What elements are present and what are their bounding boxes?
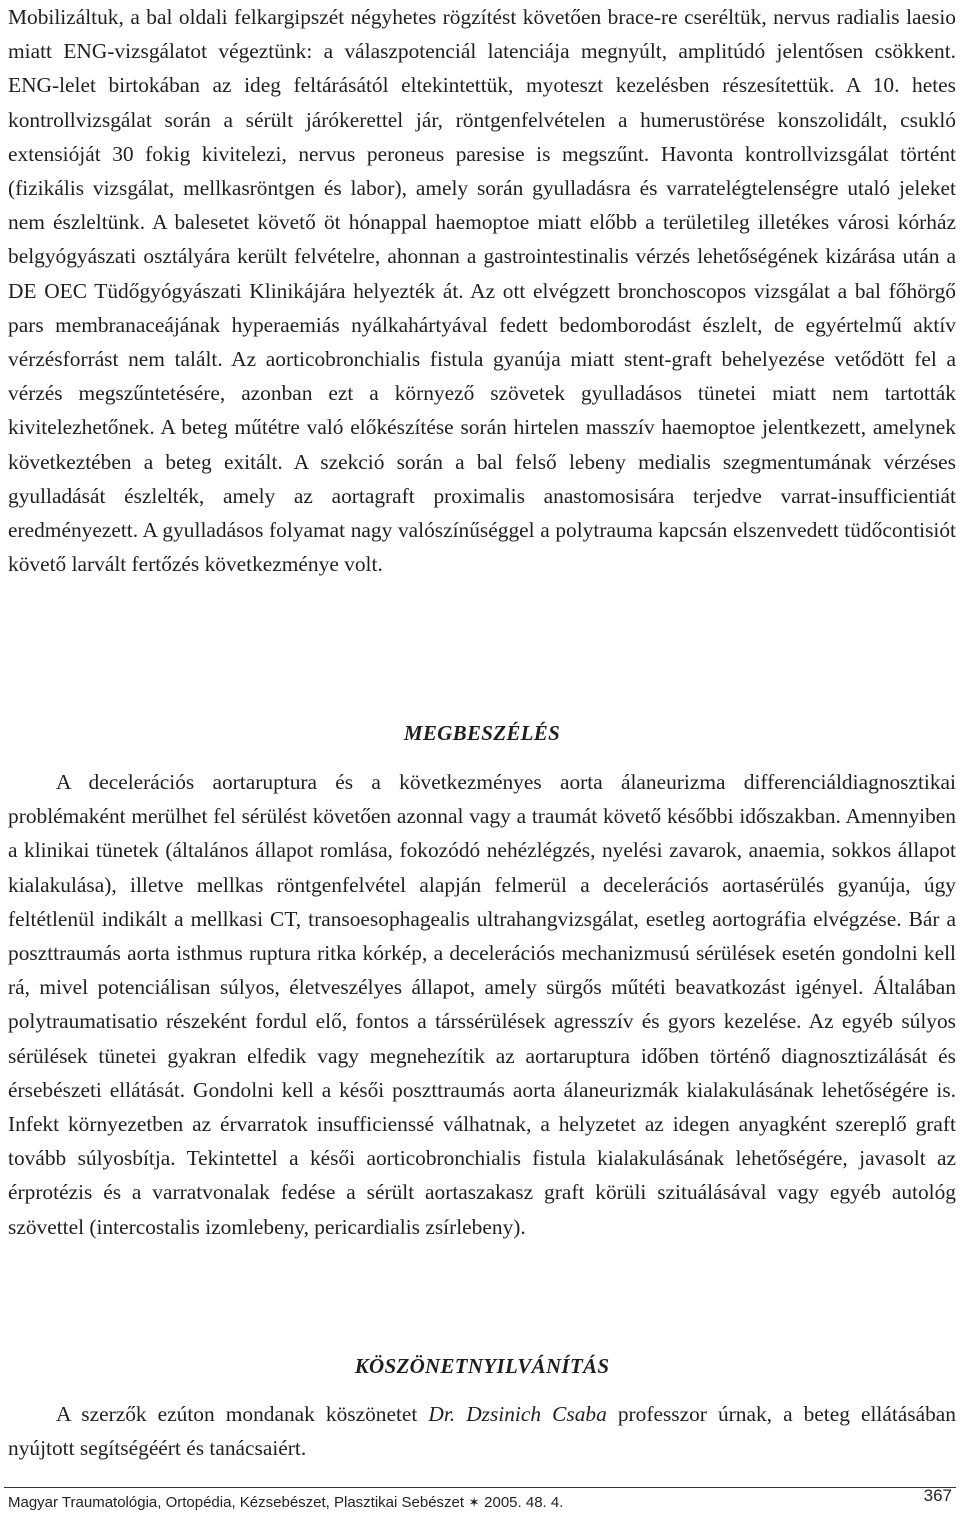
journal-title: Magyar Traumatológia, Ortopédia, Kézsebészet, Plasztikai Sebészet	[8, 1494, 465, 1511]
star-separator-icon: ✶	[468, 1494, 480, 1510]
ack-person-name: Dr. Dzsinich Csaba	[428, 1402, 607, 1426]
page-footer	[8, 1486, 956, 1511]
section-heading-discussion: MEGBESZÉLÉS	[403, 721, 561, 745]
discussion-paragraph: A decelerációs aortaruptura és a következményes aorta álaneurizma differenciáldiagnosztikai problémaként merülhet fel sérülést követően azonnal vagy a traumát követő későbbi időszakban. Amennyiben a klinikai tünetek (általános állapot romlása, fokozódó nehézlégzés, nyelési zavarok, anaemia, sokkos állapot kialakulása), illetve mellkas röntgenfelvétel alapján felmerül a decelerációs aortasérülés gyanúja, úgy feltétlenül indikált a mellkasi CT, transoesophagealis ultrahangvizsgálat, esetleg aortográfia elvégzése. Bár a poszttraumás aorta isthmus ruptura ritka kórkép, a decelerációs mechanizmusú sérülések esetén gondolni kell rá, mivel potenciálisan súlyos, életveszélyes állapot, amely sürgős műtéti beavatkozást igényel. Általában polytraumatisatio részeként fordul elő, fontos a társsérülések agresszív és gyors kezelése. Az egyéb súlyos sérülések tünetei gyakran elfedik vagy megnehezítik az aortaruptura időben történő diagnosztizálását és érsebészeti ellátását. Gondolni kell a késői poszttraumás aorta álaneurizmák kialakulásának lehetőségére is. Infekt környezetben az érvarratok insufficienssé válhatnak, a helyzetet az idegen anyagként szereplő graft tovább súlyosbítja. Tekintettel a késői aorticobronchialis fistula kialakulásának lehetőségére, javasolt az érprotézis és a varratvonalak fedése a sérült aortaszakasz graft körüli szituálásával vagy egyéb autológ szövettel (intercostalis izomlebeny, pericardialis zsírlebeny).	[8, 770, 956, 1239]
acknowledgement-paragraph	[8, 1397, 956, 1465]
journal-issue: 2005. 48. 4.	[484, 1494, 564, 1511]
ack-text-after: professzor úrnak, a beteg ellátásában nyújtott segítségéért és tanácsaiért.	[8, 1402, 956, 1461]
page-number: 367	[923, 1486, 952, 1505]
case-report-paragraph: Mobilizáltuk, a bal oldali felkargipszét négyhetes rögzítést követően brace-re cseréltük, nervus radialis laesio miatt ENG-vizsgálatot végeztünk: a válaszpotenciál latenciája megnyúlt, amplitúdó jelentősen csökkent. ENG-lelet birtokában az ideg feltárásától eltekintettük, myoteszt kezelésben részesítettük. A 10. hetes kontrollvizsgálat során a sérült járókerettel jár, röntgenfelvételen a humerustörése konszolidált, csukló extensióját 30 fokig kivitelezi, nervus peroneus paresise is megszűnt. Havonta kontrollvizsgálat történt (fizikális vizsgálat, mellkasröntgen és labor), amely során gyulladásra és varratelégtelenségre utaló jeleket nem észleltünk. A balesetet követő öt hónappal haemoptoe miatt előbb a területileg illetékes városi kórház belgyógyászati osztályára került felvételre, ahonnan a gastrointestinalis vérzés lehetőségének kizárása után a DE OEC Tüdőgyógyászati Klinikájára helyezték át. Az ott elvégzett bronchoscopos vizsgálat a bal főhörgő pars membranaceájának hyperaemiás nyálkahártyával fedett bedomborodást észlelt, de egyértelmű aktív vérzésforrást nem talált. Az aorticobronchialis fistula gyanúja miatt stent-graft behelyezése vetődött fel a vérzés megszűntetésére, azonban ezt a környező szövetek gyulladásos tünetei miatt nem tartották kivitelezhetőnek. A beteg műtétre való előkészítése során hirtelen masszív haemoptoe jelentkezett, amelynek következtében a beteg exitált. A szekció során a bal felső lebeny medialis szegmentumának vérzéses gyulladását észlelték, amely az aortagraft proximalis anastomosisára terjedve varrat-insufficientiát eredményezett. A gyulladásos folyamat nagy valószínűséggel a polytrauma kapcsán elszenvedett tüdőcontisiót követő larvált fertőzés következménye volt.	[8, 5, 956, 577]
section-heading-acknowledgement: KÖSZÖNETNYILVÁNÍTÁS	[354, 1354, 610, 1378]
footer-divider	[4, 1487, 956, 1488]
ack-text-before: A szerzők ezúton mondanak köszönetet	[56, 1402, 429, 1426]
